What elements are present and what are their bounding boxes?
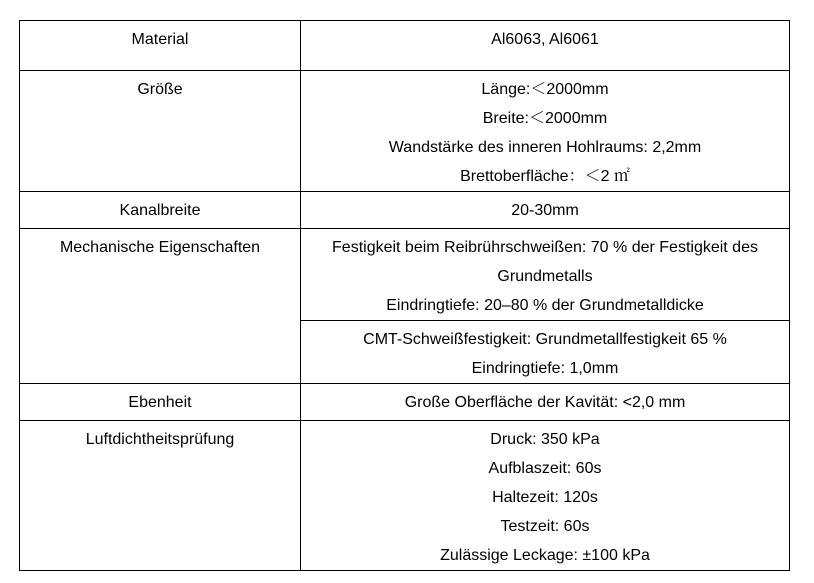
row-value-material: Al6063, Al6061 xyxy=(301,21,790,71)
size-width: Breite:＜2000mm xyxy=(482,110,608,127)
row-value-groesse xyxy=(301,71,790,192)
row-label-mechanische-eigenschaften: Mechanische Eigenschaften xyxy=(20,229,301,384)
airtight-holding-time: Haltezeit: 120s xyxy=(492,489,598,506)
row-value-kanalbreite: 20-30mm xyxy=(301,192,790,229)
table-row-ebenheit xyxy=(20,384,790,421)
row-label-kanalbreite: Kanalbreite xyxy=(20,192,301,229)
airtight-test-time: Testzeit: 60s xyxy=(500,518,590,535)
row-label-luftdichtheitspruefung: Luftdichtheitsprüfung xyxy=(20,421,301,571)
row-label-ebenheit: Ebenheit xyxy=(20,384,301,421)
table-row-luftdichtheitspruefung xyxy=(20,421,790,571)
row-value-luftdichtheitspruefung xyxy=(301,421,790,571)
row-value-ebenheit: Große Oberfläche der Kavität: <2,0 mm xyxy=(301,384,790,421)
row-value-friction-stir-welding: Festigkeit beim Reibrührschweißen: 70 % der Festigkeit des Grundmetalls Eindringtiefe: 20–80 % der Grundmetalldicke xyxy=(301,229,790,321)
specification-table xyxy=(19,20,790,571)
row-label-material: Material xyxy=(20,21,301,71)
row-value-cmt-welding: CMT-Schweißfestigkeit: Grundmetallfestigkeit 65 % Eindringtiefe: 1,0mm xyxy=(301,321,790,384)
size-board-surface: Brettoberfläche：＜2 ㎡ xyxy=(460,168,630,185)
airtight-allowed-leakage: Zulässige Leckage: ±100 kPa xyxy=(440,547,650,564)
size-length: Länge:＜2000mm xyxy=(481,81,609,98)
table-row-material xyxy=(20,21,790,71)
table-row-groesse xyxy=(20,71,790,192)
table-row-kanalbreite xyxy=(20,192,790,229)
size-wall-thickness: Wandstärke des inneren Hohlraums: 2,2mm xyxy=(388,139,702,156)
airtight-inflation-time: Aufblaszeit: 60s xyxy=(488,460,602,477)
row-label-groesse: Größe xyxy=(20,71,301,192)
table-row-mechanische-eigenschaften-a xyxy=(20,229,790,321)
airtight-pressure: Druck: 350 kPa xyxy=(490,431,600,448)
